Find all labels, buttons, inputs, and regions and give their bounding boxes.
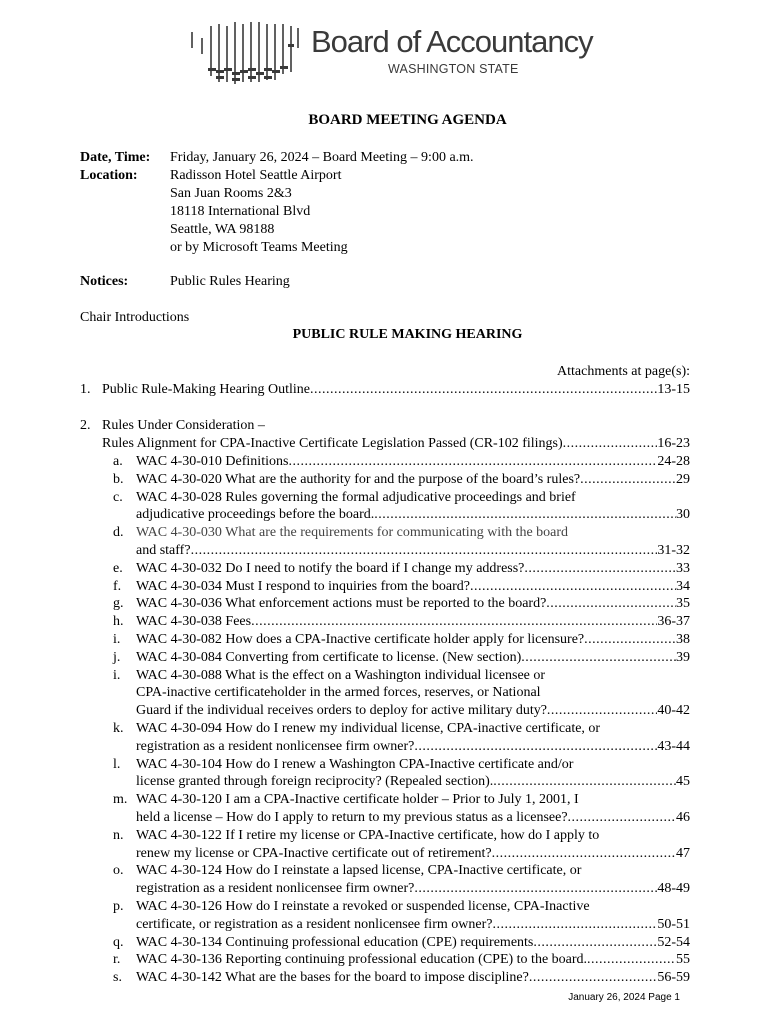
wac-letter: m. xyxy=(113,792,128,808)
location-line: Radisson Hotel Seattle Airport xyxy=(170,168,342,183)
wac-item-continuation xyxy=(113,506,690,524)
subheading-pages: 16-23 xyxy=(657,436,690,451)
abacus-logo-icon xyxy=(188,18,306,90)
wac-pages: 33 xyxy=(676,560,690,576)
notices-value: Public Rules Hearing xyxy=(170,274,290,289)
location-line: 18118 International Blvd xyxy=(170,204,311,219)
section-heading: PUBLIC RULE MAKING HEARING xyxy=(292,327,523,342)
wac-text: held a license – How do I apply to return to my previous status as a licensee? xyxy=(136,810,568,825)
wac-item-continuation xyxy=(113,702,690,720)
wac-item xyxy=(113,969,690,987)
wac-text: WAC 4-30-088 What is the effect on a Washington individual licensee or xyxy=(136,667,546,683)
wac-item xyxy=(113,756,690,774)
wac-letter: k. xyxy=(113,721,124,736)
wac-text: WAC 4-30-084 Converting from certificate to license. (New section) xyxy=(136,649,522,665)
wac-item xyxy=(113,862,690,880)
wac-letter: s. xyxy=(113,970,122,986)
wac-pages: 55 xyxy=(676,952,690,968)
wac-pages: 50-51 xyxy=(657,916,690,932)
wac-item-continuation xyxy=(113,684,690,702)
wac-item xyxy=(113,898,690,916)
wac-letter: i. xyxy=(113,632,121,647)
wac-item xyxy=(113,560,690,578)
agenda-item xyxy=(80,417,265,435)
wac-text: WAC 4-30-126 How do I reinstate a revoked or suspended license, CPA-Inactive xyxy=(136,899,590,914)
wac-item xyxy=(113,631,690,649)
wac-item xyxy=(113,613,690,631)
wac-pages: 30 xyxy=(676,507,690,523)
page-footer: January 26, 2024 Page 1 xyxy=(568,992,680,1003)
wac-pages: 31-32 xyxy=(657,543,690,558)
wac-pages: 47 xyxy=(676,845,690,861)
wac-letter: f. xyxy=(113,578,122,594)
wac-letter: o. xyxy=(113,863,124,879)
wac-text: WAC 4-30-094 How do I renew my individual license, CPA-inactive certificate, or xyxy=(136,721,601,736)
wac-item xyxy=(113,471,690,489)
wac-text: WAC 4-30-122 If I retire my license or CPA-Inactive certificate, how do I apply to xyxy=(136,827,600,843)
wac-text: WAC 4-30-038 Fees xyxy=(136,614,252,630)
location-line: or by Microsoft Teams Meeting xyxy=(170,240,348,255)
wac-item-continuation xyxy=(113,542,690,560)
wac-text: WAC 4-30-136 Reporting continuing professional education (CPE) to the board. xyxy=(136,952,588,968)
wac-item xyxy=(113,595,690,613)
wac-text: WAC 4-30-034 Must I respond to inquiries from the board? xyxy=(136,578,470,594)
item-pages: 13-15 xyxy=(657,382,690,397)
location-line: San Juan Rooms 2&3 xyxy=(170,186,292,201)
wac-pages: 56-59 xyxy=(657,970,690,986)
wac-pages: 35 xyxy=(676,596,690,612)
wac-pages: 45 xyxy=(676,774,690,790)
wac-pages: 39 xyxy=(676,649,690,665)
wac-letter: h. xyxy=(113,614,124,630)
wac-pages: 52-54 xyxy=(657,934,690,950)
wac-letter: l. xyxy=(113,756,121,772)
wac-item-continuation xyxy=(113,845,690,863)
wac-letter: q. xyxy=(113,934,124,950)
date-time-value: Friday, January 26, 2024 – Board Meeting – 9:00 a.m. xyxy=(170,150,474,165)
wac-text: and staff? xyxy=(136,543,191,558)
date-time-label: Date, Time: xyxy=(80,150,151,165)
agenda-item xyxy=(80,381,690,399)
board-logo xyxy=(188,18,593,90)
wac-text: WAC 4-30-032 Do I need to notify the board if I change my address? xyxy=(136,560,525,576)
wac-letter: b. xyxy=(113,471,124,487)
chair-introductions: Chair Introductions xyxy=(80,310,190,325)
logo-subtitle: WASHINGTON STATE xyxy=(388,62,519,76)
wac-text: adjudicative proceedings before the board. xyxy=(136,507,375,523)
subheading-text: Rules Alignment for CPA-Inactive Certificate Legislation Passed (CR-102 filings) xyxy=(102,436,563,451)
wac-item-continuation xyxy=(113,916,690,934)
wac-letter: n. xyxy=(113,827,124,843)
wac-pages: 43-44 xyxy=(657,738,690,754)
wac-item xyxy=(113,649,690,667)
wac-text: Guard if the individual receives orders to deploy for active military duty? xyxy=(136,703,547,719)
wac-text: registration as a resident nonlicensee firm owner? xyxy=(136,738,415,754)
attachments-header: Attachments at page(s): xyxy=(557,364,690,379)
wac-text: license granted through foreign reciprocity? (Repealed section). xyxy=(136,774,494,790)
wac-item xyxy=(113,720,690,738)
agenda-subheading xyxy=(102,435,690,453)
wac-item xyxy=(113,524,690,542)
wac-pages: 36-37 xyxy=(657,614,690,630)
item-number: 1. xyxy=(80,382,91,397)
wac-item xyxy=(113,827,690,845)
wac-item-continuation xyxy=(113,738,690,756)
wac-text: WAC 4-30-104 How do I renew a Washington CPA-Inactive certificate and/or xyxy=(136,756,574,772)
wac-pages: 29 xyxy=(676,471,690,487)
wac-item xyxy=(113,791,690,809)
wac-pages: 46 xyxy=(676,810,690,825)
wac-item xyxy=(113,578,690,596)
wac-pages: 48-49 xyxy=(657,881,690,897)
wac-text: WAC 4-30-142 What are the bases for the board to impose discipline? xyxy=(136,970,529,986)
wac-item xyxy=(113,453,690,471)
wac-letter: d. xyxy=(113,525,124,541)
wac-item xyxy=(113,934,690,952)
meeting-details xyxy=(170,149,474,257)
wac-letter: a. xyxy=(113,454,123,469)
wac-letter: r. xyxy=(113,952,121,968)
item-number: 2. xyxy=(80,418,91,433)
wac-text: WAC 4-30-030 What are the requirements for communicating with the board xyxy=(136,525,569,541)
item-text: Public Rule-Making Hearing Outline xyxy=(102,382,311,397)
wac-pages: 34 xyxy=(676,578,690,594)
wac-item-continuation xyxy=(113,809,690,827)
wac-letter: e. xyxy=(113,560,123,576)
item-text: Rules Under Consideration – xyxy=(102,418,265,433)
wac-letter: i. xyxy=(113,667,121,683)
wac-letter: g. xyxy=(113,596,124,612)
wac-item xyxy=(113,951,690,969)
notices-label: Notices: xyxy=(80,274,129,289)
wac-pages: 38 xyxy=(676,632,690,647)
wac-text: WAC 4-30-134 Continuing professional education (CPE) requirements xyxy=(136,934,534,950)
wac-text: WAC 4-30-036 What enforcement actions must be reported to the board? xyxy=(136,596,547,612)
wac-item xyxy=(113,489,690,507)
wac-item xyxy=(113,667,690,685)
wac-text: WAC 4-30-020 What are the authority for and the purpose of the board’s rules? xyxy=(136,471,581,487)
location-line: Seattle, WA 98188 xyxy=(170,222,275,237)
wac-item-continuation xyxy=(113,880,690,898)
wac-text: WAC 4-30-082 How does a CPA-Inactive certificate holder apply for licensure? xyxy=(136,632,585,647)
wac-text: renew my license or CPA-Inactive certificate out of retirement? xyxy=(136,845,492,861)
wac-text: WAC 4-30-010 Definitions xyxy=(136,454,289,469)
wac-text: WAC 4-30-028 Rules governing the formal adjudicative proceedings and brief xyxy=(136,489,576,505)
wac-pages: 24-28 xyxy=(657,454,690,469)
wac-pages: 40-42 xyxy=(657,703,690,719)
wac-text: registration as a resident nonlicensee firm owner? xyxy=(136,881,415,897)
wac-text: WAC 4-30-124 How do I reinstate a lapsed license, CPA-Inactive certificate, or xyxy=(136,863,582,879)
wac-letter: j. xyxy=(113,649,121,665)
location-label: Location: xyxy=(80,168,138,183)
wac-text: WAC 4-30-120 I am a CPA-Inactive certificate holder – Prior to July 1, 2001, I xyxy=(136,792,579,808)
wac-letter: c. xyxy=(113,489,123,505)
logo-title: Board of Accountancy xyxy=(311,24,593,59)
wac-letter: p. xyxy=(113,899,124,914)
page-title: BOARD MEETING AGENDA xyxy=(308,112,507,128)
wac-text: CPA-inactive certificateholder in the armed forces, reserves, or National xyxy=(136,685,541,701)
wac-item-continuation xyxy=(113,773,690,791)
wac-text: certificate, or registration as a resident nonlicensee firm owner? xyxy=(136,916,493,932)
